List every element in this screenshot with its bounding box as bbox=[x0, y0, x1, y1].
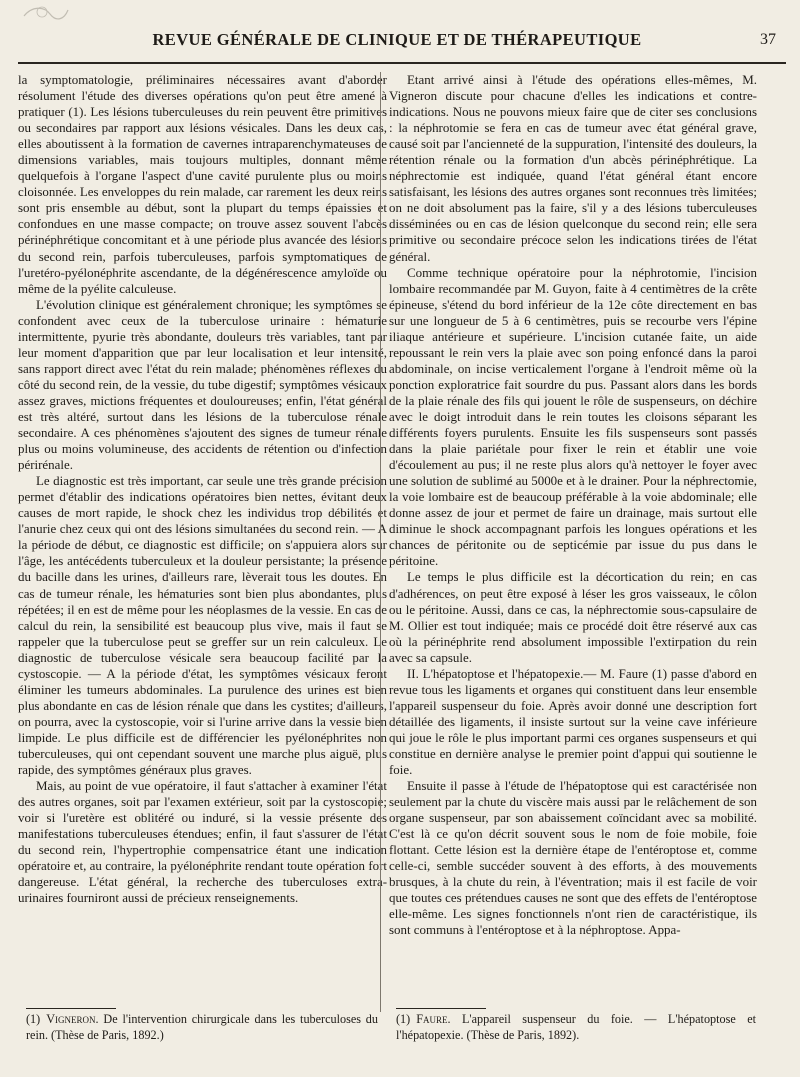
paragraph: la symptomatologie, préliminaires nécessaires avant d'aborder résolument l'étude des diverses opérations qu'on peut être amené à pratiquer (1). Les lésions tuberculeuses du rein peuvent être primitives ou secondaires par rapport aux lésions vésicales. Dans les deux cas, elles aboutissent à la formation de cavernes intraparenchymateuses de dimensions variables, mais toujours multiples, donnant même quelquefois à l'organe l'aspect d'une cavité purulente plus ou moins cloisonnée. Les enveloppes du rein malade, car rarement les deux reins sont pris ensemble au début, sont la plupart du temps épaissies et confondues en une masse compacte; on trouve assez souvent l'abcès périnéphrétique concomitant et à une période plus avancée des lésions du second rein, parfois tuberculeuses, parfois symptomatiques de l'uretéro-pyélonéphrite ascendante, de la dégénérescence amyloïde ou même de la pyélite calculeuse. bbox=[18, 72, 387, 296]
left-column bbox=[18, 72, 387, 906]
paragraph: Mais, au point de vue opératoire, il faut s'attacher à examiner l'état des autres organes, soit par l'examen extérieur, soit par la cystoscopie; voir si l'uretère est oblitéré ou induré, si la vessie présente des manifestations tuberculeuses étendues; enfin, il faut s'assurer de l'état du second rein, l'hypertrophie compensatrice étant une indication opératoire et, au contraire, la pyélonéphrite rendant toute opération fort dangereuse. L'état général, la recherche des tuberculoses extra-urinaires fourniront aussi de précieux renseignements. bbox=[18, 778, 387, 906]
page-number: 37 bbox=[760, 31, 776, 48]
running-title: REVUE GÉNÉRALE DE CLINIQUE ET DE THÉRAPEUTIQUE bbox=[152, 30, 642, 49]
footnote-text: L'appareil suspenseur du foie. — L'hépatoptose et l'hépatopexie. (Thèse de Paris, 1892). bbox=[396, 1012, 756, 1042]
paragraph: Etant arrivé ainsi à l'étude des opérations elles-mêmes, M. Vigneron discute pour chacune d'elles les indications et contre-indications. Nous ne pouvons mieux faire que de citer ses conclusions : la néphrotomie se fera en cas de tumeur avec état général grave, causé soit par l'ancienneté de la suppuration, l'intensité des douleurs, la rétention rénale ou la formation d'un abcès périnéphrétique. La néphrectomie est indiquée, quand l'état général étant encore satisfaisant, les lésions des autres organes sont reconnues très limitées; on ne doit absolument pas la faire, s'il y a des lésions tuberculeuses disséminées ou en cas de lésion quelconque du second rein; elle sera primitive ou secondaire précoce selon les indications tirées de l'état général. bbox=[389, 72, 757, 264]
footnote-author: Faure. bbox=[416, 1012, 451, 1026]
header-rule bbox=[18, 62, 786, 64]
footnote-rule bbox=[26, 1008, 116, 1009]
footnote-left bbox=[26, 1012, 378, 1043]
footnote-author: Vigneron. bbox=[46, 1012, 99, 1026]
footnote-ref: (1) bbox=[396, 1012, 411, 1026]
footnote-text: De l'intervention chirurgicale dans les tuberculoses du rein. (Thèse de Paris, 1892.) bbox=[26, 1012, 378, 1042]
paragraph: Comme technique opératoire pour la néphrotomie, l'incision lombaire recommandée par M. Guyon, faite à 4 centimètres de la crête épineuse, s'étend du bord inférieur de la 12e côte directement en bas sur une longueur de 5 à 6 centimètres, puis se recourbe vers l'épine iliaque antérieure et supérieure. L'incision cutanée faite, un aide repoussant le rein vers la plaie avec son poing enfoncé dans la paroi abdominale, on incise verticalement l'organe à l'endroit même où la ponction exploratrice fait sourdre du pus. Passant alors dans les bords de la plaie rénale des fils qui jouent le rôle de suspenseurs, on déchire avec le doigt introduit dans le rein toutes les cloisons séparant les différents foyers purulents. Ensuite les fils suspenseurs sont passés dans la plaie pariétale pour fixer le rein et établir une voie d'écoulement au pus; il ne reste plus alors qu'à nettoyer le foyer avec une solution de sublimé au 5000e et à le drainer. Pour la néphrectomie, la voie lombaire est de beaucoup préférable à la voie abdominale; elle donne assez de jour et permet de faire un drainage, mais surtout elle diminue le shock accompagnant parfois les longues opérations et les chances de péritonite ou de septicémie par issue du pus dans le péritoine. bbox=[389, 264, 757, 569]
paragraph: Le diagnostic est très important, car seule une très grande précision permet d'établir des indications opératoires bien nettes, évitant deux causes de mort rapide, le shock chez les individus trop débilités et l'anurie chez ceux qui ont des lésions simultanées du second rein. — A la période de début, ce diagnostic est difficile; on s'appuiera alors sur l'âge, les antécédents tuberculeux et la douleur persistante; la présence du bacille dans les urines, d'ailleurs rare, lèverait tous les doutes. En cas de tumeur rénale, les hématuries sont bien plus abondantes, plus répétées; il en est de même pour les néoplasmes de la vessie. En cas de calcul du rein, la sensibilité est beaucoup plus vive, mais il faut se rappeler que la tuberculose peut se greffer sur un rein calculeux. Le diagnostic de tuberculose vésicale sera beaucoup facilité par la cystoscopie. — A la période d'état, les symptômes vésicaux feront éliminer les tumeurs abdominales. La purulence des urines est bien plus abondante en cas de lésion rénale que dans les cystites; d'ailleurs, on pourra, avec la cystoscopie, voir si l'urine arrive dans la vessie bien limpide. Le plus difficile est de différencier les pyélonéphrites non tuberculeuses, qui ont cependant souvent une marche plus aiguë, plus rapide, des symptômes généraux plus graves. bbox=[18, 473, 387, 778]
footnote-rule bbox=[396, 1008, 486, 1009]
column-divider bbox=[380, 72, 381, 1012]
footnote-right bbox=[396, 1012, 756, 1043]
paragraph: II. L'hépatoptose et l'hépatopexie.— M. Faure (1) passe d'abord en revue tous les ligaments et organes qui constituent dans leur ensemble l'appareil suspenseur du foie. Après avoir donné une description fort détaillée des ligaments, il insiste surtout sur la veine cave inférieure qui joue le rôle le plus important parmi ces organes suspenseurs et qui constitue en dernière analyse le premier point d'appui qui soutienne le foie. bbox=[389, 665, 757, 778]
page-header bbox=[18, 30, 776, 58]
library-stamp-mark bbox=[20, 2, 70, 24]
footnote-ref: (1) bbox=[26, 1012, 41, 1026]
paragraph: Le temps le plus difficile est la décortication du rein; en cas d'adhérences, on peut être exposé à léser les gros vaisseaux, le côlon ou le péritoine. Aussi, dans ce cas, la néphrectomie sous-capsulaire de M. Ollier est tout indiquée; mais ce procédé doit être réservé aux cas où la périnéphrite rend absolument impossible l'extirpation du rein avec sa capsule. bbox=[389, 569, 757, 665]
paragraph: Ensuite il passe à l'étude de l'hépatoptose qui est caractérisée non seulement par la chute du viscère mais aussi par le relâchement de son organe suspenseur, par son abaissement coïncidant avec sa mobilité. C'est là ce qu'on décrit souvent sous le nom de foie mobile, foie flottant. Cette lésion est la dernière étape de l'entéroptose et, comme celle-ci, semble succéder souvent à des efforts, à des mouvements brusques, à la chute du rein, à l'éventration; mais il est facile de voir que toutes ces prétendues causes ne sont que des effets de l'entéroptose elle-même. Les signes fonctionnels n'ont rien de caractéristique, ils sont communs à l'entéroptose et à la néphroptose. Appa- bbox=[389, 778, 757, 938]
right-column bbox=[389, 72, 757, 939]
paragraph: L'évolution clinique est généralement chronique; les symptômes se confondent avec ceux de la tuberculose urinaire : hématurie intermittente, pyurie très abondante, douleurs très variables, tant par leur moment d'apparition que par leur localisation et leur intensité, sans rapport direct avec l'état du rein malade; phénomènes réflexes du côté du second rein, de la vessie, du tube digestif; symptômes vésicaux assez graves, mictions fréquentes et douloureuses; enfin, l'état général est très altéré, surtout dans les lésions de la tuberculose rénale secondaire. A ces phénomènes s'ajoutent des signes de tumeur rénale plus ou moins volumineuse, des accidents de rétention ou d'infection périrénale. bbox=[18, 296, 387, 473]
